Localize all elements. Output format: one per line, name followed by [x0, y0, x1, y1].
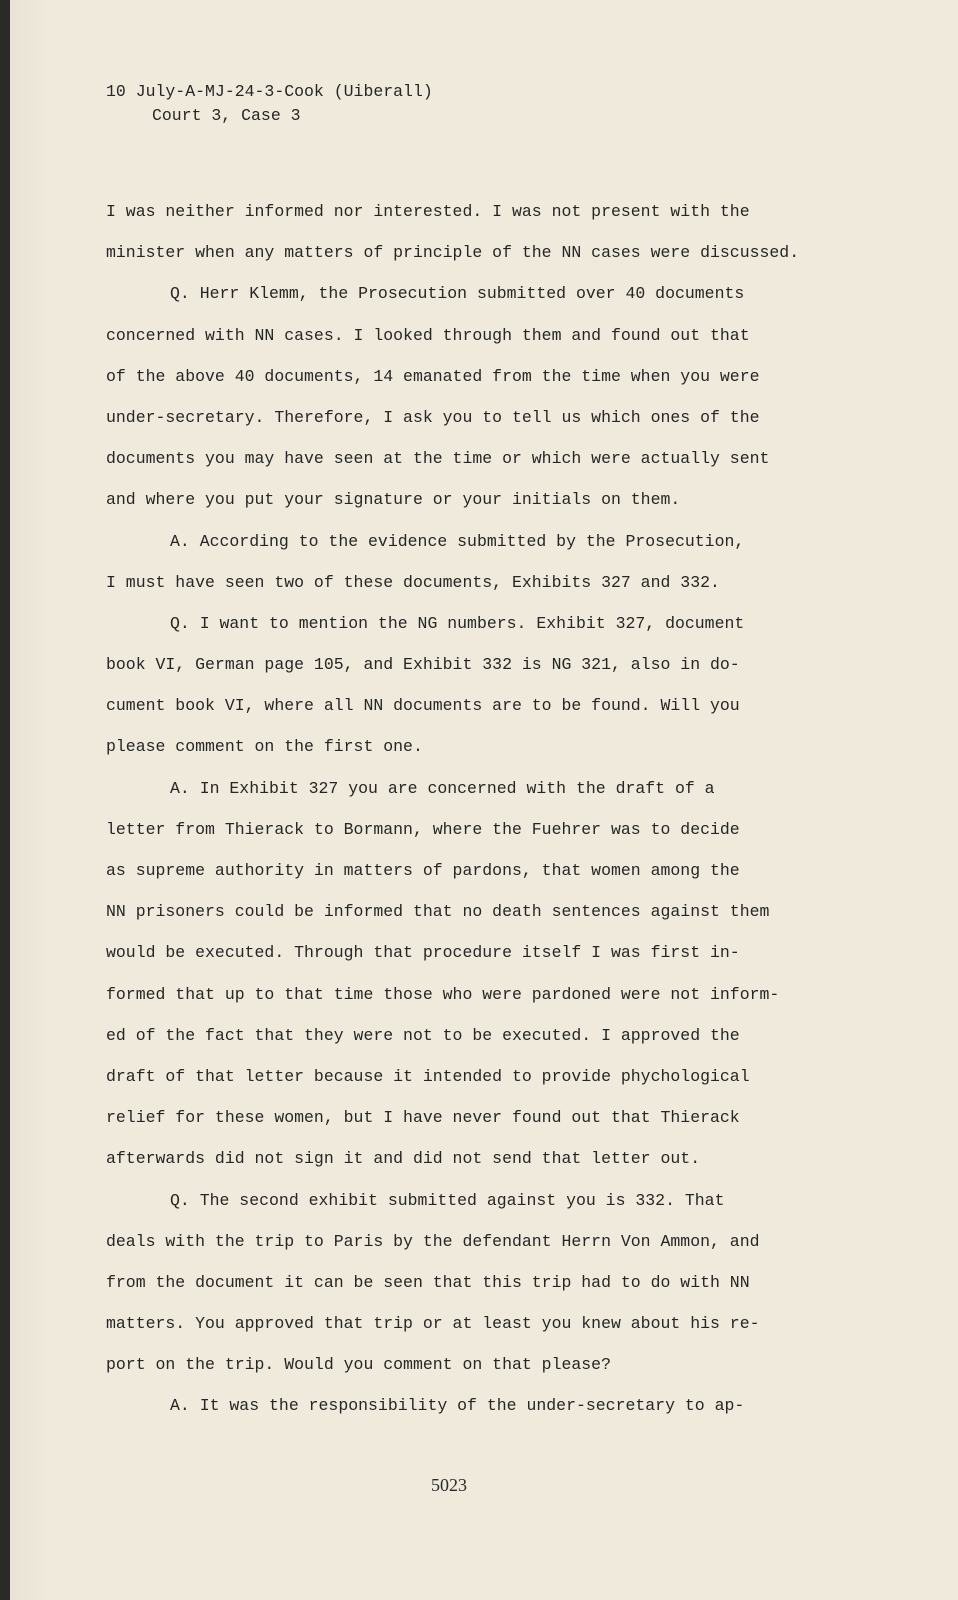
transcript-line: draft of that letter because it intended to provide phychological: [106, 1066, 750, 1086]
page-number: 5023: [431, 1475, 467, 1495]
header-court-line: Court 3, Case 3: [152, 106, 301, 125]
transcript-line: A. In Exhibit 327 you are concerned with the draft of a: [170, 778, 715, 798]
transcript-line: relief for these women, but I have never found out that Thierack: [106, 1108, 740, 1128]
transcript-line: please comment on the first one.: [106, 737, 423, 757]
transcript-line: minister when any matters of principle of the NN cases were discussed.: [106, 243, 800, 263]
transcript-line: A. It was the responsibility of the under-secretary to ap-: [170, 1396, 745, 1416]
transcript-line: letter from Thierack to Bormann, where the Fuehrer was to decide: [106, 819, 740, 839]
transcript-line: formed that up to that time those who were pardoned were not inform-: [106, 984, 780, 1004]
transcript-line: A. According to the evidence submitted by the Prosecution,: [170, 531, 745, 551]
transcript-line: Q. The second exhibit submitted against you is 332. That: [170, 1190, 725, 1210]
transcript-line: and where you put your signature or your initials on them.: [106, 490, 681, 510]
header-date-line: 10 July-A-MJ-24-3-Cook (Uiberall): [106, 82, 433, 101]
transcript-line: I must have seen two of these documents, Exhibits 327 and 332.: [106, 572, 720, 592]
transcript-line: ed of the fact that they were not to be executed. I approved the: [106, 1025, 740, 1045]
transcript-line: as supreme authority in matters of pardons, that women among the: [106, 861, 740, 880]
transcript-line: NN prisoners could be informed that no death sentences against them: [106, 902, 770, 922]
document-page: [10, 0, 958, 1600]
transcript-line: documents you may have seen at the time or which were actually sent: [106, 449, 770, 469]
transcript-line: from the document it can be seen that this trip had to do with NN: [106, 1272, 750, 1292]
transcript-line: concerned with NN cases. I looked through them and found out that: [106, 325, 750, 345]
transcript-line: matters. You approved that trip or at least you knew about his re-: [106, 1314, 760, 1334]
transcript-line: I was neither informed nor interested. I was not present with the: [106, 202, 750, 221]
transcript-line: port on the trip. Would you comment on that please?: [106, 1355, 611, 1375]
transcript-line: deals with the trip to Paris by the defendant Herrn Von Ammon, and: [106, 1231, 760, 1251]
transcript-line: Q. Herr Klemm, the Prosecution submitted over 40 documents: [170, 284, 745, 304]
transcript-line: Q. I want to mention the NG numbers. Exhibit 327, document: [170, 613, 745, 633]
transcript-body: [106, 202, 896, 1438]
transcript-line: would be executed. Through that procedure itself I was first in-: [106, 943, 740, 963]
transcript-line: under-secretary. Therefore, I ask you to tell us which ones of the: [106, 407, 760, 427]
transcript-line: cument book VI, where all NN documents are to be found. Will you: [106, 696, 740, 716]
transcript-line: of the above 40 documents, 14 emanated from the time when you were: [106, 366, 760, 386]
transcript-line: afterwards did not sign it and did not send that letter out.: [106, 1149, 701, 1169]
transcript-line: book VI, German page 105, and Exhibit 332 is NG 321, also in do-: [106, 655, 740, 675]
